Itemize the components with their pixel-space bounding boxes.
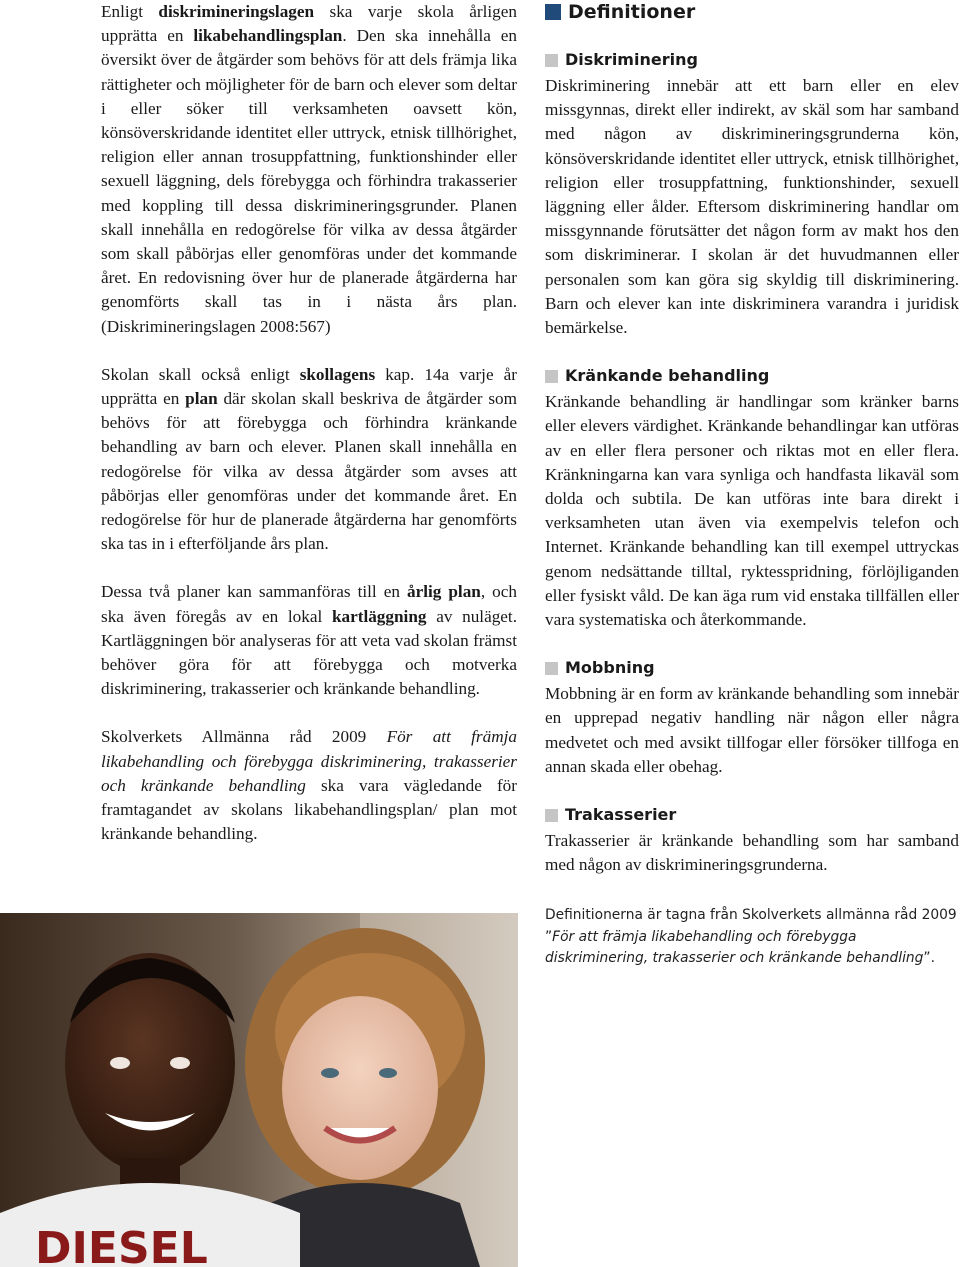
definition-mobbning bbox=[545, 656, 959, 779]
definition-term-text: Trakasserier bbox=[565, 804, 677, 824]
text-run: Enligt bbox=[101, 2, 159, 21]
definition-text: Mobbning är en form av kränkande behandling som innebär en upprepad negativ handling när någon eller några medvetet och med avsikt tillfogar eller försöker tillfoga en annan skada eller obehag. bbox=[545, 684, 959, 776]
definitions-heading bbox=[545, 0, 959, 24]
text-run: där skolan skall beskriva de åtgärder som behövs för att förebygga och förhindra kränkande behandling av barn och elever. Planen skall innehålla en redogörelse för vilka av dessa åtgärder som avses att påbörjas eller genomföras under det kommande året. En redogörelse för hur de planerade åtgärderna har genomförts ska tas in i efterföljande års plan. bbox=[101, 389, 517, 554]
definition-text: Kränkande behandling är handlingar som kränker barns eller elevers värdighet. Kränkande behandlingar kan utföras av en eller flera personer och riktas mot en eller flera. Kränkningarna kan vara synliga och handfasta likaväl som dolda och subtila. De kan utföras inte bara direkt i verksamheten utan även via exempelvis telefon och Internet. Kränkande behandling kan till exempel uttryckas genom nedsättande tilltal, ryktesspridning, förlöjliganden eller fysiskt våld. De kan äga rum vid enstaka tillfällen eller vara systematiska och återkommande. bbox=[545, 392, 959, 630]
heading-square-icon bbox=[545, 4, 561, 20]
bold-term: årlig plan bbox=[406, 582, 481, 602]
definition-term bbox=[545, 364, 959, 388]
paragraph-arlig-plan bbox=[101, 580, 517, 701]
paragraph-allmanna-rad bbox=[101, 725, 517, 846]
source-note bbox=[545, 905, 959, 970]
text-run: Dessa två planer kan sammanföras till en bbox=[101, 582, 407, 602]
bold-term: kartläggning bbox=[331, 606, 427, 626]
definition-term bbox=[545, 803, 959, 827]
term-square-icon bbox=[545, 370, 558, 383]
shirt-logo-text: DIESEL bbox=[35, 1223, 208, 1267]
bold-term: plan bbox=[185, 389, 218, 409]
source-prefix: Definitionerna är tagna från Skolverkets allmänna råd 2009 ” bbox=[545, 907, 957, 945]
definition-krankande-behandling bbox=[545, 364, 959, 632]
italic-title: För att främja likabehandling och förebygga diskriminering, trakasserier och kränkande behandling bbox=[101, 727, 517, 795]
definition-term-text: Kränkande behandling bbox=[565, 366, 770, 386]
source-suffix: ”. bbox=[923, 950, 935, 967]
definition-term bbox=[545, 656, 959, 680]
text-run: kap. 14a varje år upprätta en bbox=[101, 364, 517, 409]
definitions-column bbox=[545, 0, 959, 970]
text-run: , och ska även föregås av en lokal bbox=[101, 582, 518, 626]
students-photo bbox=[0, 913, 518, 1267]
text-run: ska varje skola årligen upprätta en bbox=[101, 2, 517, 46]
term-square-icon bbox=[545, 809, 558, 822]
definition-term bbox=[545, 48, 959, 72]
text-run: ska vara vägledande för framtagandet av skolans likabehandlingsplan/ plan mot kränkande behandling. bbox=[101, 775, 517, 844]
definition-text: Trakasserier är kränkande behandling som har samband med någon av diskrimineringsgrunderna. bbox=[545, 831, 959, 875]
definition-diskriminering bbox=[545, 48, 959, 340]
definition-text: Diskriminering innebär att ett barn eller en elev missgynnas, direkt eller indirekt, av skäl som har samband med någon av diskrimineringsgrunderna kön, könsöverskridande identitet eller uttryck, etnisk tillhörighet, religion eller trosuppfattning, funktionshinder, sexuell läggning eller ålder. Eftersom diskriminering handlar om missgynnande förutsätter det någon form av makt hos den som diskriminerar. I skolan är det huvudmannen eller personalen som kan göra sig skyldig till diskriminering. Barn och elever kan inte diskriminera varandra i juridisk bemärkelse. bbox=[545, 76, 959, 338]
students-photo-illustration bbox=[0, 913, 518, 1267]
body-text-column bbox=[101, 0, 517, 847]
bold-term: diskrimineringslagen bbox=[158, 2, 315, 21]
bold-term: likabehandlingsplan bbox=[193, 26, 343, 46]
paragraph-skollagen bbox=[101, 363, 517, 557]
paragraph-diskrimineringslagen bbox=[101, 0, 517, 339]
definitions-heading-text: Definitioner bbox=[568, 0, 696, 23]
text-run: av nuläget. Kartläggningen bör analyseras för att veta vad skolan främst behöver göra för att förebygga och motverka diskriminering, trakasserier och kränkande behandling. bbox=[101, 606, 518, 699]
term-square-icon bbox=[545, 54, 558, 67]
term-square-icon bbox=[545, 662, 558, 675]
definition-term-text: Mobbning bbox=[565, 658, 655, 678]
text-run: . Den ska innehålla en översikt över de åtgärder som behövs för att dels främja lika rättigheter och möjligheter för de barn och elever som deltar i eller söker till verksamheten oavsett kön, könsöverskridande identitet eller uttryck, etnisk tillhörighet, religion eller annan trosuppfattning, funktionshinder eller sexuell läggning, dels förebygga och förhindra trakasserier med koppling till dessa diskrimineringsgrunder. Planen skall innehålla en redogörelse för vilka av dessa åtgärder som skall påbörjas eller genomföras under det kommande året. En redovisning över hur de planerade åtgärderna har genomförts skall tas in i nästa års plan. (Diskrimineringslagen 2008:567) bbox=[101, 26, 517, 336]
definition-term-text: Diskriminering bbox=[565, 49, 698, 69]
text-run: Skolan skall också enligt bbox=[101, 364, 300, 384]
source-title: För att främja likabehandling och förebygga diskriminering, trakasserier och kränkande behandling bbox=[545, 928, 924, 967]
bold-term: skollagens bbox=[299, 364, 376, 384]
definition-trakasserier bbox=[545, 803, 959, 877]
text-run: Skolverkets Allmänna råd 2009 bbox=[101, 727, 387, 747]
